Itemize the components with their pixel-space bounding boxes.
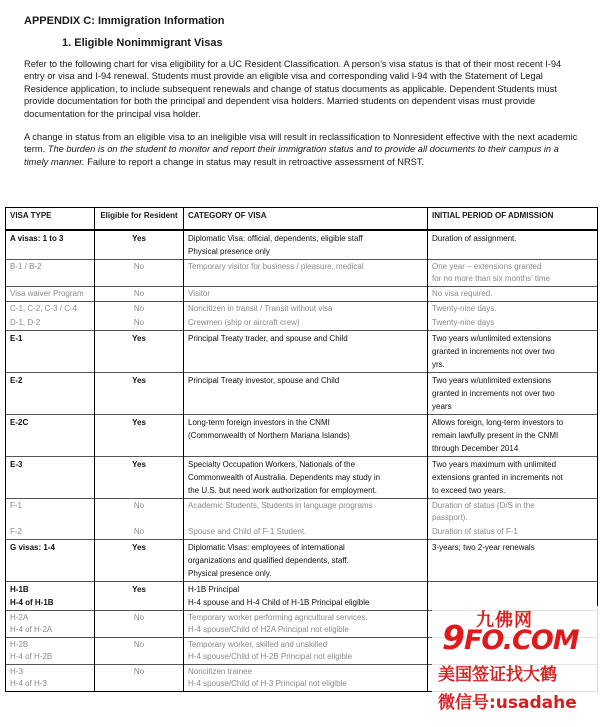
- watermark-slogan: 美国签证找大鹤: [438, 665, 557, 685]
- cell-line: F-2: [10, 526, 22, 536]
- cell-line: E-2: [10, 375, 23, 385]
- period-cell: [428, 301, 598, 316]
- cell-line: No: [133, 317, 145, 327]
- visa-type-cell: [6, 330, 95, 372]
- eligible-cell: [95, 230, 184, 260]
- category-cell: [184, 498, 428, 525]
- cell-line: No visa required.: [432, 288, 493, 298]
- cell-line: Physical presence only.: [188, 568, 272, 578]
- cell-line: Twenty-nine days: [432, 317, 495, 327]
- cell-line: H-4 of H-2B: [10, 651, 53, 661]
- table-row: [6, 456, 598, 498]
- cell-line: granted in increments not over two: [432, 346, 555, 356]
- watermark: [432, 606, 598, 724]
- cell-line: No: [133, 639, 145, 649]
- cell-line: E-1: [10, 333, 23, 343]
- status-change-text: A change in status from an eligible visa to an ineligible visa will result in reclassification to Nonresident effective with the next academic term.: [24, 132, 578, 155]
- category-cell: [184, 316, 428, 331]
- cell-line: Spouse and Child of F-1 Student.: [188, 526, 307, 536]
- cell-line: Duration of status of F-1: [432, 526, 518, 536]
- watermark-site-name: 九佛网: [476, 610, 533, 631]
- cell-line: No: [133, 666, 145, 676]
- category-cell: [184, 230, 428, 260]
- period-cell: [428, 330, 598, 372]
- period-cell: [428, 316, 598, 331]
- cell-line: G visas: 1-4: [10, 542, 55, 552]
- visa-type-cell: [6, 259, 95, 286]
- eligible-cell: [95, 581, 184, 610]
- cell-line: D-1, D-2: [10, 317, 41, 327]
- watermark-logo-domain: FO.COM: [463, 625, 579, 656]
- cell-line: C-1, C-2, C-3 / C-4: [10, 303, 78, 313]
- category-cell: [184, 372, 428, 414]
- cell-line: Academic Students, Students in language programs: [188, 500, 373, 510]
- cell-line: A visas: 1 to 3: [10, 233, 64, 243]
- watermark-logo: [442, 618, 579, 657]
- period-cell: [428, 456, 598, 498]
- eligible-cell: [95, 525, 184, 540]
- cell-line: granted in increments not over two: [432, 388, 555, 398]
- cell-line: passport).: [432, 512, 468, 522]
- cell-line: Principal Treaty investor, spouse and Child: [188, 375, 340, 385]
- cell-line: H-4 spouse/Child of H-2B Principal not eligible: [188, 651, 353, 661]
- cell-line: 3-years; two 2-year renewals: [432, 542, 535, 552]
- watermark-wechat: 微信号:usadahe: [438, 693, 577, 713]
- visa-type-cell: [6, 581, 95, 610]
- cell-line: No: [133, 500, 145, 510]
- cell-line: Yes: [132, 459, 146, 469]
- cell-line: B-1 / B-2: [10, 261, 42, 271]
- cell-line: E-3: [10, 459, 23, 469]
- table-row: [6, 525, 598, 540]
- cell-line: years: [432, 401, 452, 411]
- cell-line: No: [133, 261, 145, 271]
- cell-line: No: [133, 526, 145, 536]
- cell-line: for no more than six months’ time: [432, 273, 550, 283]
- cell-line: H-4 spouse/Child of H-3 Principal not eligible: [188, 678, 347, 688]
- eligible-cell: [95, 610, 184, 637]
- header-visa-type: VISA TYPE: [6, 208, 95, 230]
- period-cell: [428, 230, 598, 260]
- cell-line: Diplomatic Visas: employees of international: [188, 542, 345, 552]
- eligible-cell: [95, 414, 184, 456]
- table-row: [6, 301, 598, 316]
- burden-text: The burden is on the student to monitor and report their immigration status and to provide all documents to their campus in a timely manner.: [24, 144, 559, 167]
- cell-line: No: [133, 288, 145, 298]
- intro-paragraph: Refer to the following chart for visa eligibility for a UC Resident Classification. A person’s visa status is that of their most recent I-94 entry or visa and I-94 renewal. Students must provide an eligible visa and corresponding valid I-94 with the Statement of Legal Residence application, to include subsequent renewals and change of status documents as applicable. Dependent Students must provide documentation for both the principal and dependent visa holders. Married students on dependent visas must provide documentation for the principal visa holder.: [24, 59, 562, 119]
- table-row: [6, 316, 598, 331]
- cell-line: Yes: [132, 333, 146, 343]
- category-cell: [184, 286, 428, 301]
- visa-type-cell: [6, 525, 95, 540]
- cell-line: Two years w/unlimited extensions: [432, 333, 552, 343]
- table-row: [6, 286, 598, 301]
- category-cell: [184, 610, 428, 637]
- cell-line: Crewmen (ship or aircraft crew): [188, 317, 300, 327]
- eligible-cell: [95, 259, 184, 286]
- category-cell: [184, 539, 428, 581]
- period-cell: [428, 372, 598, 414]
- eligible-cell: [95, 498, 184, 525]
- eligible-cell: [95, 316, 184, 331]
- visa-type-cell: [6, 610, 95, 637]
- category-cell: [184, 664, 428, 691]
- category-cell: [184, 637, 428, 664]
- table-row: [6, 498, 598, 525]
- table-row: [6, 230, 598, 260]
- cell-line: H-4 of H-3: [10, 678, 47, 688]
- category-cell: [184, 330, 428, 372]
- cell-line: No: [133, 303, 145, 313]
- cell-line: Two years w/unlimited extensions: [432, 375, 552, 385]
- status-change-paragraph: [24, 131, 584, 168]
- cell-line: H-4 spouse/Child of H2A Principal not eligible: [188, 624, 349, 634]
- cell-line: H-2B: [10, 639, 29, 649]
- eligible-cell: [95, 301, 184, 316]
- cell-line: Physical presence only: [188, 246, 270, 256]
- cell-line: E-2C: [10, 417, 29, 427]
- cell-line: H-1B Principal: [188, 584, 240, 594]
- cell-line: Noncitizen in transit / Transit without visa: [188, 303, 333, 313]
- period-cell: [428, 539, 598, 581]
- cell-line: Temporary visitor for business / pleasure, medical: [188, 261, 364, 271]
- category-cell: [184, 259, 428, 286]
- visa-type-cell: [6, 286, 95, 301]
- eligible-cell: [95, 637, 184, 664]
- category-cell: [184, 414, 428, 456]
- table-row: [6, 539, 598, 581]
- cell-line: Commonwealth of Australia. Dependents may study in: [188, 472, 381, 482]
- eligible-cell: [95, 286, 184, 301]
- visa-type-cell: [6, 316, 95, 331]
- cell-line: One year – extensions granted: [432, 261, 542, 271]
- visa-type-cell: [6, 456, 95, 498]
- cell-line: Visa waiver Program: [10, 288, 84, 298]
- period-cell: [428, 414, 598, 456]
- eligible-cell: [95, 330, 184, 372]
- cell-line: H-4 of H-2A: [10, 624, 53, 634]
- cell-line: through December 2014: [432, 443, 519, 453]
- cell-line: Duration of status (D/S in the: [432, 500, 535, 510]
- cell-line: H-2A: [10, 612, 29, 622]
- eligible-cell: [95, 664, 184, 691]
- cell-line: Yes: [132, 375, 146, 385]
- cell-line: Yes: [132, 584, 146, 594]
- category-cell: [184, 581, 428, 610]
- cell-line: Diplomatic Visa: official, dependents, eligible staff: [188, 233, 363, 243]
- cell-line: Duration of assignment.: [432, 233, 517, 243]
- table-row: [6, 372, 598, 414]
- cell-line: H-1B: [10, 584, 29, 594]
- cell-line: Yes: [132, 233, 146, 243]
- cell-line: extensions granted in increments not: [432, 472, 563, 482]
- category-cell: [184, 456, 428, 498]
- cell-line: remain lawfully present in the CNMI: [432, 430, 559, 440]
- cell-line: the U.S. but need work authorization for employment.: [188, 485, 377, 495]
- header-category: CATEGORY OF VISA: [184, 208, 428, 230]
- cell-line: Visitor: [188, 288, 211, 298]
- visa-type-cell: [6, 637, 95, 664]
- table-header-row: [6, 208, 598, 230]
- cell-line: (Commonwealth of Northern Mariana Islands): [188, 430, 350, 440]
- cell-line: Specialty Occupation Workers, Nationals of the: [188, 459, 356, 469]
- eligible-cell: [95, 372, 184, 414]
- cell-line: No: [133, 612, 145, 622]
- category-cell: [184, 525, 428, 540]
- cell-line: F-1: [10, 500, 22, 510]
- period-cell: [428, 286, 598, 301]
- cell-line: Two years maximum with unlimited: [432, 459, 557, 469]
- period-cell: [428, 525, 598, 540]
- cell-line: Long-term foreign investors in the CNMI: [188, 417, 330, 427]
- category-cell: [184, 301, 428, 316]
- cell-line: Twenty-nine days.: [432, 303, 497, 313]
- visa-type-cell: [6, 539, 95, 581]
- cell-line: yrs.: [432, 359, 445, 369]
- visa-type-cell: [6, 414, 95, 456]
- table-row: [6, 414, 598, 456]
- eligible-cell: [95, 539, 184, 581]
- visa-type-cell: [6, 301, 95, 316]
- header-period: INITIAL PERIOD OF ADMISSION: [428, 208, 598, 230]
- table-row: [6, 330, 598, 372]
- visa-type-cell: [6, 230, 95, 260]
- visa-type-cell: [6, 664, 95, 691]
- cell-line: organizations and qualified dependents, staff.: [188, 555, 349, 565]
- cell-line: Temporary worker, skilled and unskilled: [188, 639, 328, 649]
- watermark-logo-nine: 9: [442, 618, 464, 657]
- cell-line: Noncitizen trainee: [188, 666, 253, 676]
- cell-line: Yes: [132, 417, 146, 427]
- cell-line: Yes: [132, 542, 146, 552]
- cell-line: Allows foreign, long-term investors to: [432, 417, 564, 427]
- cell-line: H-3: [10, 666, 23, 676]
- header-eligible: Eligible for Resident: [95, 208, 184, 230]
- cell-line: [432, 583, 593, 596]
- appendix-title: APPENDIX C: Immigration Information: [24, 15, 225, 27]
- failure-text: Failure to report a change in status may result in retroactive assessment of NRST.: [84, 156, 425, 167]
- section-title: 1. Eligible Nonimmigrant Visas: [62, 37, 223, 49]
- period-cell: [428, 498, 598, 525]
- visa-type-cell: [6, 372, 95, 414]
- cell-line: Temporary worker performing agricultural services.: [188, 612, 368, 622]
- visa-type-cell: [6, 498, 95, 525]
- cell-line: H-4 spouse and H-4 Child of H-1B Principal eligible: [188, 597, 370, 607]
- cell-line: Principal Treaty trader, and spouse and Child: [188, 333, 348, 343]
- cell-line: H-4 of H-1B: [10, 597, 54, 607]
- period-cell: [428, 259, 598, 286]
- eligible-cell: [95, 456, 184, 498]
- table-row: [6, 259, 598, 286]
- cell-line: to exceed two years.: [432, 485, 506, 495]
